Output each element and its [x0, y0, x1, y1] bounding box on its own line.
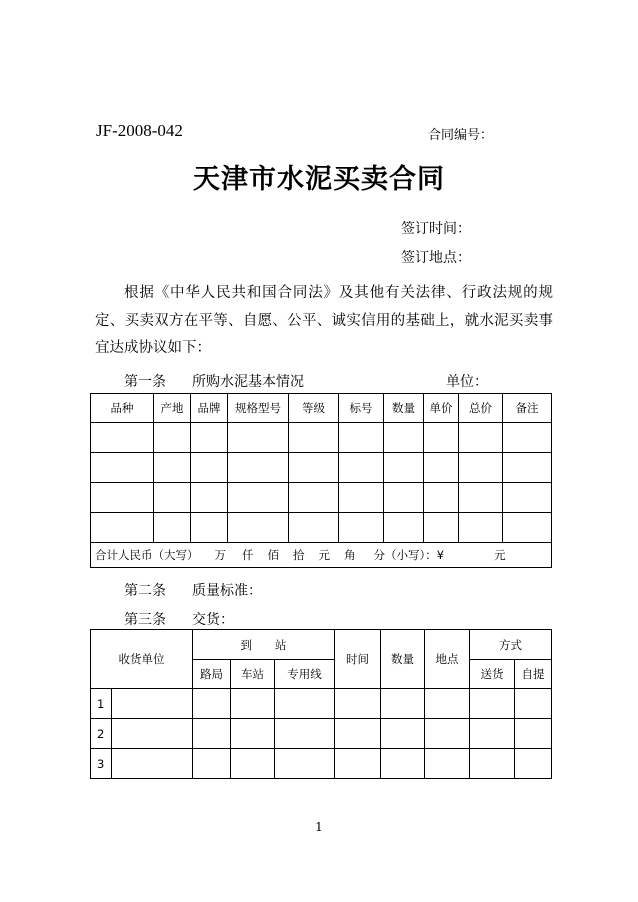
- delivery-table: [90, 629, 552, 779]
- intro-paragraph: 根据《中华人民共和国合同法》及其他有关法律、行政法规的规定、买卖双方在平等、自愿、公平、诚实信用的基础上，就水泥买卖事宜达成协议如下：: [95, 285, 553, 356]
- table-cell[interactable]: [231, 689, 275, 719]
- table-cell[interactable]: [339, 483, 384, 513]
- receiver-header: 收货单位: [91, 630, 193, 689]
- table-cell[interactable]: [91, 483, 154, 513]
- col-header-grade: 等级: [289, 394, 339, 423]
- table-cell[interactable]: [154, 453, 191, 483]
- table-cell[interactable]: [275, 749, 335, 779]
- stop-header: 车站: [231, 660, 275, 689]
- railway-bureau-header: 路局: [193, 660, 231, 689]
- table-cell[interactable]: [91, 423, 154, 453]
- table-cell[interactable]: [384, 423, 424, 453]
- pickup-header: 自提: [515, 660, 552, 689]
- table1-header-row: [91, 394, 552, 423]
- table-row: [91, 513, 552, 543]
- table-cell[interactable]: [425, 719, 470, 749]
- table-cell[interactable]: [335, 749, 381, 779]
- table-cell[interactable]: [424, 483, 459, 513]
- table-cell[interactable]: [335, 719, 381, 749]
- table-cell[interactable]: [425, 749, 470, 779]
- col-header-quantity: 数量: [384, 394, 424, 423]
- contract-number-label: 合同编号：: [428, 128, 494, 143]
- table-cell[interactable]: [459, 423, 503, 453]
- table-cell[interactable]: [424, 453, 459, 483]
- table-cell[interactable]: [289, 483, 339, 513]
- article-2-label: 第二条: [124, 583, 166, 599]
- col-header-origin: 产地: [154, 394, 191, 423]
- table-cell[interactable]: [191, 423, 228, 453]
- unit-yuan-end: 元: [494, 548, 506, 562]
- table-cell[interactable]: [503, 423, 552, 453]
- table-cell[interactable]: [154, 513, 191, 543]
- table-row: [91, 423, 552, 453]
- table-cell[interactable]: [381, 749, 425, 779]
- special-line-header: 专用线: [275, 660, 335, 689]
- table-cell[interactable]: [459, 453, 503, 483]
- table-cell[interactable]: [193, 749, 231, 779]
- table-cell[interactable]: [191, 483, 228, 513]
- table-cell[interactable]: [191, 453, 228, 483]
- table-cell[interactable]: [515, 749, 552, 779]
- table-cell[interactable]: [470, 749, 515, 779]
- document-title: 天津市水泥买卖合同: [193, 164, 445, 195]
- table-cell[interactable]: [503, 483, 552, 513]
- signing-time-label: 签订时间：: [401, 221, 471, 237]
- table-row: [91, 719, 552, 749]
- method-header: 方式: [470, 630, 552, 660]
- total-amount-row: [91, 543, 552, 568]
- document-code: JF-2008-042: [96, 121, 183, 140]
- time-header: 时间: [335, 630, 381, 689]
- table-cell[interactable]: [231, 719, 275, 749]
- col-header-brand: 品牌: [191, 394, 228, 423]
- table-cell[interactable]: [112, 749, 193, 779]
- col-header-remarks: 备注: [503, 394, 552, 423]
- table-cell[interactable]: [381, 689, 425, 719]
- unit-fen-small: 分（小写）：¥: [373, 548, 445, 562]
- table-cell[interactable]: [459, 513, 503, 543]
- table-cell[interactable]: [289, 513, 339, 543]
- cement-info-table: [90, 393, 552, 568]
- row-number: 2: [91, 719, 112, 749]
- table-cell[interactable]: [425, 689, 470, 719]
- article-3-label: 第三条: [124, 612, 166, 628]
- page-number: 1: [315, 820, 323, 834]
- table-cell[interactable]: [154, 423, 191, 453]
- article-1-text: 所购水泥基本情况: [192, 374, 304, 390]
- col-header-spec: 规格型号: [228, 394, 289, 423]
- unit-bai: 佰: [267, 548, 279, 562]
- table-cell[interactable]: [424, 423, 459, 453]
- col-header-total-price: 总价: [459, 394, 503, 423]
- article-1-label: 第一条: [124, 374, 166, 390]
- total-amount-cell[interactable]: [91, 543, 552, 568]
- table-cell[interactable]: [384, 513, 424, 543]
- table-cell[interactable]: [154, 483, 191, 513]
- table-cell[interactable]: [289, 423, 339, 453]
- table-row: [91, 749, 552, 779]
- table-cell[interactable]: [275, 719, 335, 749]
- table-cell[interactable]: [112, 689, 193, 719]
- table-cell[interactable]: [470, 719, 515, 749]
- table-cell[interactable]: [91, 513, 154, 543]
- table-cell[interactable]: [470, 689, 515, 719]
- table-cell[interactable]: [503, 453, 552, 483]
- table-cell[interactable]: [339, 513, 384, 543]
- table-cell[interactable]: [191, 513, 228, 543]
- table-cell[interactable]: [193, 689, 231, 719]
- unit-yuan: 元: [318, 548, 330, 562]
- table-cell[interactable]: [228, 513, 289, 543]
- article-3-text: 交货：: [192, 612, 234, 628]
- table-cell[interactable]: [384, 453, 424, 483]
- table-cell[interactable]: [275, 689, 335, 719]
- total-prefix: 合计人民币（大写）: [95, 548, 199, 562]
- table-cell[interactable]: [91, 453, 154, 483]
- place-header: 地点: [425, 630, 470, 689]
- table-cell[interactable]: [381, 719, 425, 749]
- table-cell[interactable]: [384, 483, 424, 513]
- row-number: 1: [91, 689, 112, 719]
- table-row: [91, 483, 552, 513]
- unit-label: 单位：: [446, 374, 488, 390]
- table-cell[interactable]: [112, 719, 193, 749]
- unit-jiao: 角: [344, 548, 356, 562]
- quantity-header: 数量: [381, 630, 425, 689]
- signing-place-label: 签订地点：: [401, 250, 471, 266]
- table-cell[interactable]: [339, 453, 384, 483]
- table-cell[interactable]: [339, 423, 384, 453]
- table-cell[interactable]: [424, 513, 459, 543]
- table2-header-row-1: [91, 630, 552, 660]
- table-cell[interactable]: [459, 483, 503, 513]
- table-cell[interactable]: [193, 719, 231, 749]
- unit-wan: 万: [214, 548, 226, 562]
- delivery-header: 送货: [470, 660, 515, 689]
- table-row: [91, 453, 552, 483]
- table-cell[interactable]: [503, 513, 552, 543]
- table-cell[interactable]: [515, 719, 552, 749]
- unit-qian: 仟: [242, 548, 254, 562]
- col-header-label: 标号: [339, 394, 384, 423]
- unit-shi: 拾: [293, 548, 305, 562]
- table-cell[interactable]: [228, 453, 289, 483]
- table-cell[interactable]: [228, 483, 289, 513]
- station-header: 到 站: [193, 630, 335, 660]
- table-cell[interactable]: [228, 423, 289, 453]
- table-cell[interactable]: [231, 749, 275, 779]
- row-number: 3: [91, 749, 112, 779]
- table-cell[interactable]: [289, 453, 339, 483]
- col-header-unit-price: 单价: [424, 394, 459, 423]
- table-cell[interactable]: [335, 689, 381, 719]
- col-header-variety: 品种: [91, 394, 154, 423]
- article-2-text: 质量标准：: [192, 583, 262, 599]
- table-row: [91, 689, 552, 719]
- table-cell[interactable]: [515, 689, 552, 719]
